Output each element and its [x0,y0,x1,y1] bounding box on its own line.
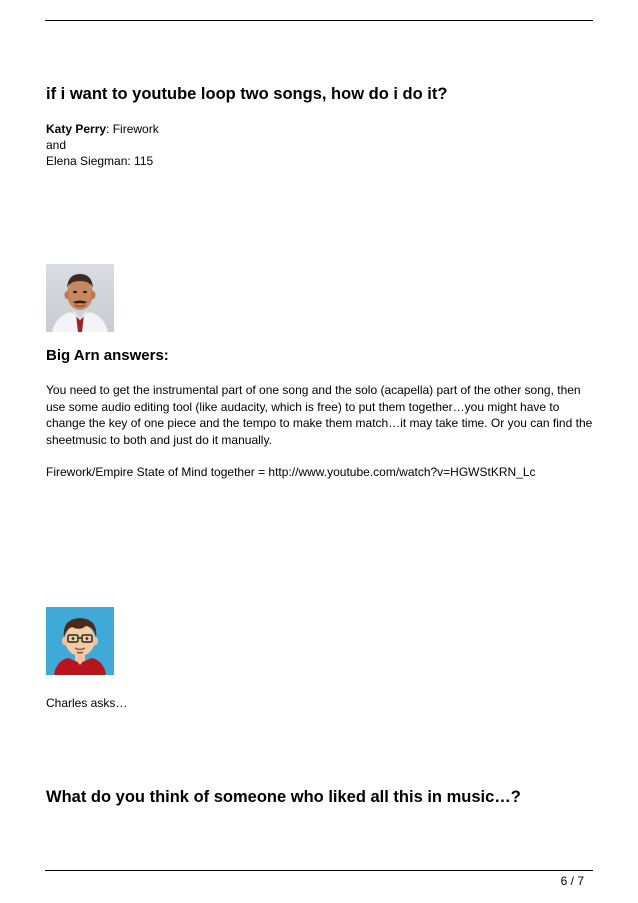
question-line-2: and [46,138,67,152]
artist-name: Katy Perry [46,122,107,136]
question-line-1 [46,121,159,137]
answerer-heading: Big Arn answers: [46,347,169,364]
question-line-3: Elena Siegman: 115 [46,154,154,168]
bottom-divider [45,870,593,871]
cartoon-boy-avatar-icon [46,607,114,675]
song-name: : Firework [106,122,159,136]
video-link-line: Firework/Empire State of Mind together = http://www.youtube.com/watch?v=HGWStKRN_Lc [46,465,536,479]
next-question-title: What do you think of someone who liked all this in music…? [46,788,521,806]
top-divider [45,20,593,21]
answer-paragraph: You need to get the instrumental part of one song and the solo (acapella) part of the other song, then use some audio editing tool (like audacity, which is free) to put them together…you might have to change the key of one piece and the tempo to make them match…it may take time. Or you can find the sheetmusic to both and just do it manually. [46,383,593,447]
asker-line: Charles asks… [46,696,128,710]
question-details [46,121,159,169]
page-number: 6 / 7 [560,874,584,888]
question-title: if i want to youtube loop two songs, how do i do it? [46,85,448,103]
man-photo-avatar-icon [46,264,114,332]
